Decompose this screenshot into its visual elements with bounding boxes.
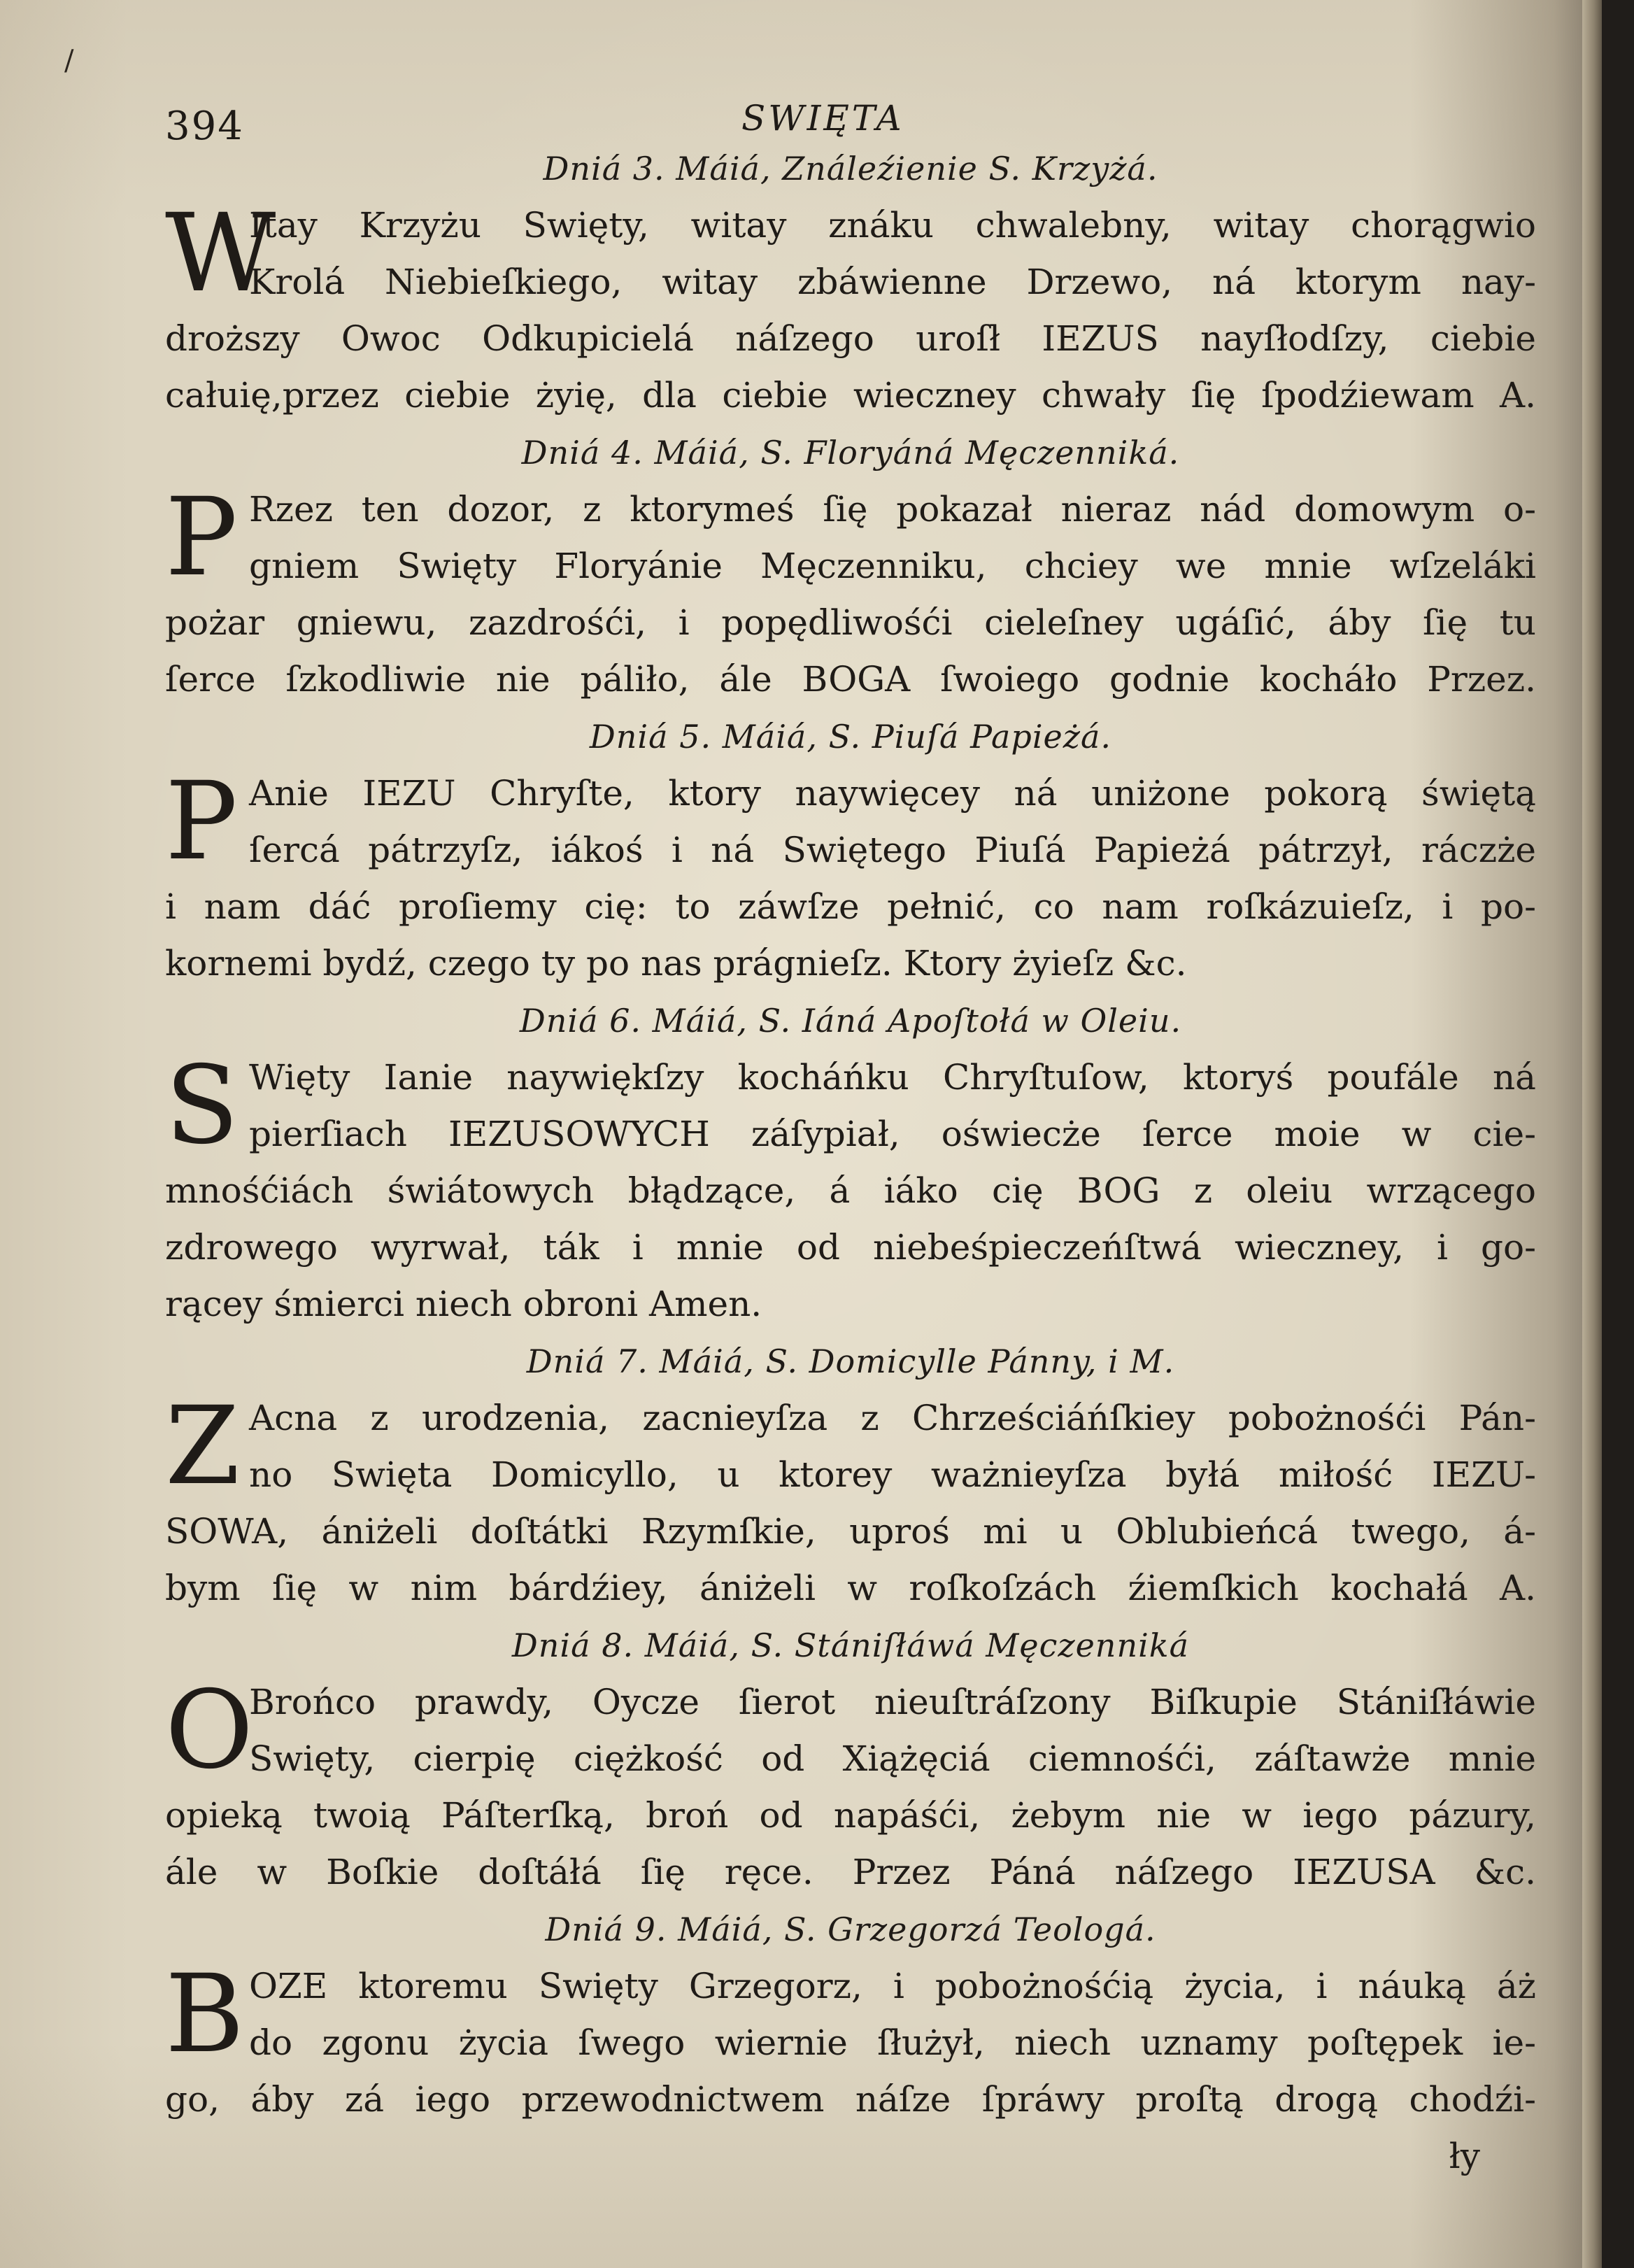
drop-cap: S	[165, 1043, 239, 1168]
text-line: ſerce ſzkodliwie nie páliło, ále BOGA ſwoiego godnie kocháło Przez.	[165, 659, 1536, 700]
drop-cap: Z	[165, 1384, 241, 1509]
feast-heading: Dniá 9. Máiá, S. Grzegorzá Teologá.	[545, 1911, 1156, 1948]
text-line: pierſiach IEZUSOWYCH záſypiał, oświecże ſerce moie w cie-	[249, 1114, 1536, 1154]
running-head: SWIĘTA	[741, 98, 904, 139]
text-line: ále w Boſkie doſtáłá ſię ręce. Przez Páná náſzego IEZUSA &c.	[165, 1852, 1536, 1892]
prayer-paragraph	[165, 1384, 1536, 1617]
text-line: SOWA, ániżeli doſtátki Rzymſkie, uproś mi u Oblubieńcá twego, á-	[165, 1511, 1536, 1552]
drop-cap: P	[165, 475, 238, 600]
text-line: zdrowego wyrwał, ták i mnie od niebeśpieczeńſtwá wieczney, i go-	[165, 1227, 1536, 1268]
text-line: Rzez ten dozor, z ktorymeś ſię pokazał nieraz nád domowym o-	[249, 489, 1536, 530]
text-line: Więty Ianie naywiękſzy kocháńku Chryſtuſow, ktoryś poufále ná	[249, 1057, 1536, 1098]
text-line: go, áby zá iego przewodnictwem náſze ſpráwy proſtą drogą chodźi-	[165, 2079, 1536, 2120]
text-line: Krolá Niebieſkiego, witay zbáwienne Drzewo, ná ktorym nay-	[249, 262, 1536, 302]
text-line: kornemi bydź, czego ty po nas prágnieſz. Ktory żyieſz &c.	[165, 943, 1187, 984]
prayer-paragraph	[165, 1952, 1536, 2128]
prayer-paragraph	[165, 1043, 1536, 1333]
text-line: OZE ktoremu Swięty Grzegorz, i pobożnośćią życia, i náuką áż	[249, 1966, 1536, 2006]
text-line: rącey śmierci niech obroni Amen.	[165, 1284, 762, 1324]
text-line: ſercá pátrzyſz, iákoś i ná Swiętego Piuſá Papieżá pátrzył, ráczże	[249, 830, 1536, 870]
feast-heading: Dniá 3. Máiá, Ználeźienie S. Krzyżá.	[543, 150, 1158, 187]
text-line: bym ſię w nim bárdźiey, ániżeli w roſkoſzách źiemſkich kochałá A.	[165, 1568, 1536, 1608]
prayer-paragraph	[165, 1668, 1536, 1901]
feast-heading: Dniá 6. Máiá, S. Iáná Apoſtołá w Oleiu.	[519, 1002, 1182, 1040]
text-line: mnośćiách świátowych błądzące, á iáko cię BOG z oleiu wrzącego	[165, 1170, 1536, 1211]
catchword: ły	[1449, 2136, 1480, 2176]
feast-heading: Dniá 4. Máiá, S. Floryáná Męczenniká.	[521, 434, 1180, 472]
feast-heading: Dniá 8. Máiá, S. Stániſłáwá Męczenniká	[511, 1626, 1190, 1664]
feast-heading: Dniá 5. Máiá, S. Piuſá Papieżá.	[589, 718, 1112, 756]
text-line: Swięty, cierpię ciężkość od Xiążęciá ciemnośći, záſtawże mnie	[249, 1738, 1536, 1779]
text-line: Acna z urodzenia, zacnieyſza z Chrześciáńſkiey pobożnośći Pán-	[249, 1398, 1536, 1438]
text-line: pożar gniewu, zazdrośći, i popędliwośći cieleſney ugáſić, áby ſię tu	[165, 602, 1536, 643]
drop-cap: P	[165, 759, 238, 884]
text-block	[165, 140, 1536, 2185]
margin-mark: /	[64, 45, 74, 77]
text-line: no Swięta Domicyllo, u ktorey ważnieyſza byłá miłość IEZU-	[249, 1454, 1536, 1495]
page-gutter	[1582, 0, 1602, 2268]
drop-cap: W	[165, 191, 276, 316]
prayer-paragraph	[165, 191, 1536, 424]
text-line: Brońco prawdy, Oycze ſierot nieuſtráſzony Biſkupie Stániſłáwie	[249, 1682, 1536, 1722]
text-line: i nam dáć proſiemy cię: to záwſze pełnić, co nam roſkázuieſz, i po-	[165, 886, 1536, 927]
text-line: opieką twoią Páſterſką, broń od napáśći, żebym nie w iego pázury,	[165, 1795, 1536, 1836]
prayer-paragraph	[165, 475, 1536, 708]
text-line: całuię,przez ciebie żyię, dla ciebie wieczney chwały ſię ſpodźiewam A.	[165, 375, 1536, 416]
text-line: Itay Krzyżu Swięty, witay znáku chwalebny, witay chorągwio	[249, 205, 1536, 246]
feast-heading: Dniá 7. Máiá, S. Domicylle Pánny, i M.	[526, 1342, 1175, 1380]
text-line: gniem Swięty Floryánie Męczenniku, chciey we mnie wſzeláki	[249, 546, 1536, 586]
text-line: do zgonu życia ſwego wiernie ſłużył, niech uznamy poſtępek ie-	[249, 2022, 1536, 2063]
prayer-paragraph	[165, 759, 1536, 992]
page-number: 394	[165, 104, 244, 149]
text-line: Anie IEZU Chryſte, ktory naywięcey ná uniżone pokorą świętą	[249, 773, 1536, 814]
drop-cap: O	[165, 1668, 254, 1793]
text-line: droższy Owoc Odkupicielá náſzego uroſł IEZUS nayſłodſzy, ciebie	[165, 318, 1536, 359]
drop-cap: B	[165, 1952, 245, 2077]
